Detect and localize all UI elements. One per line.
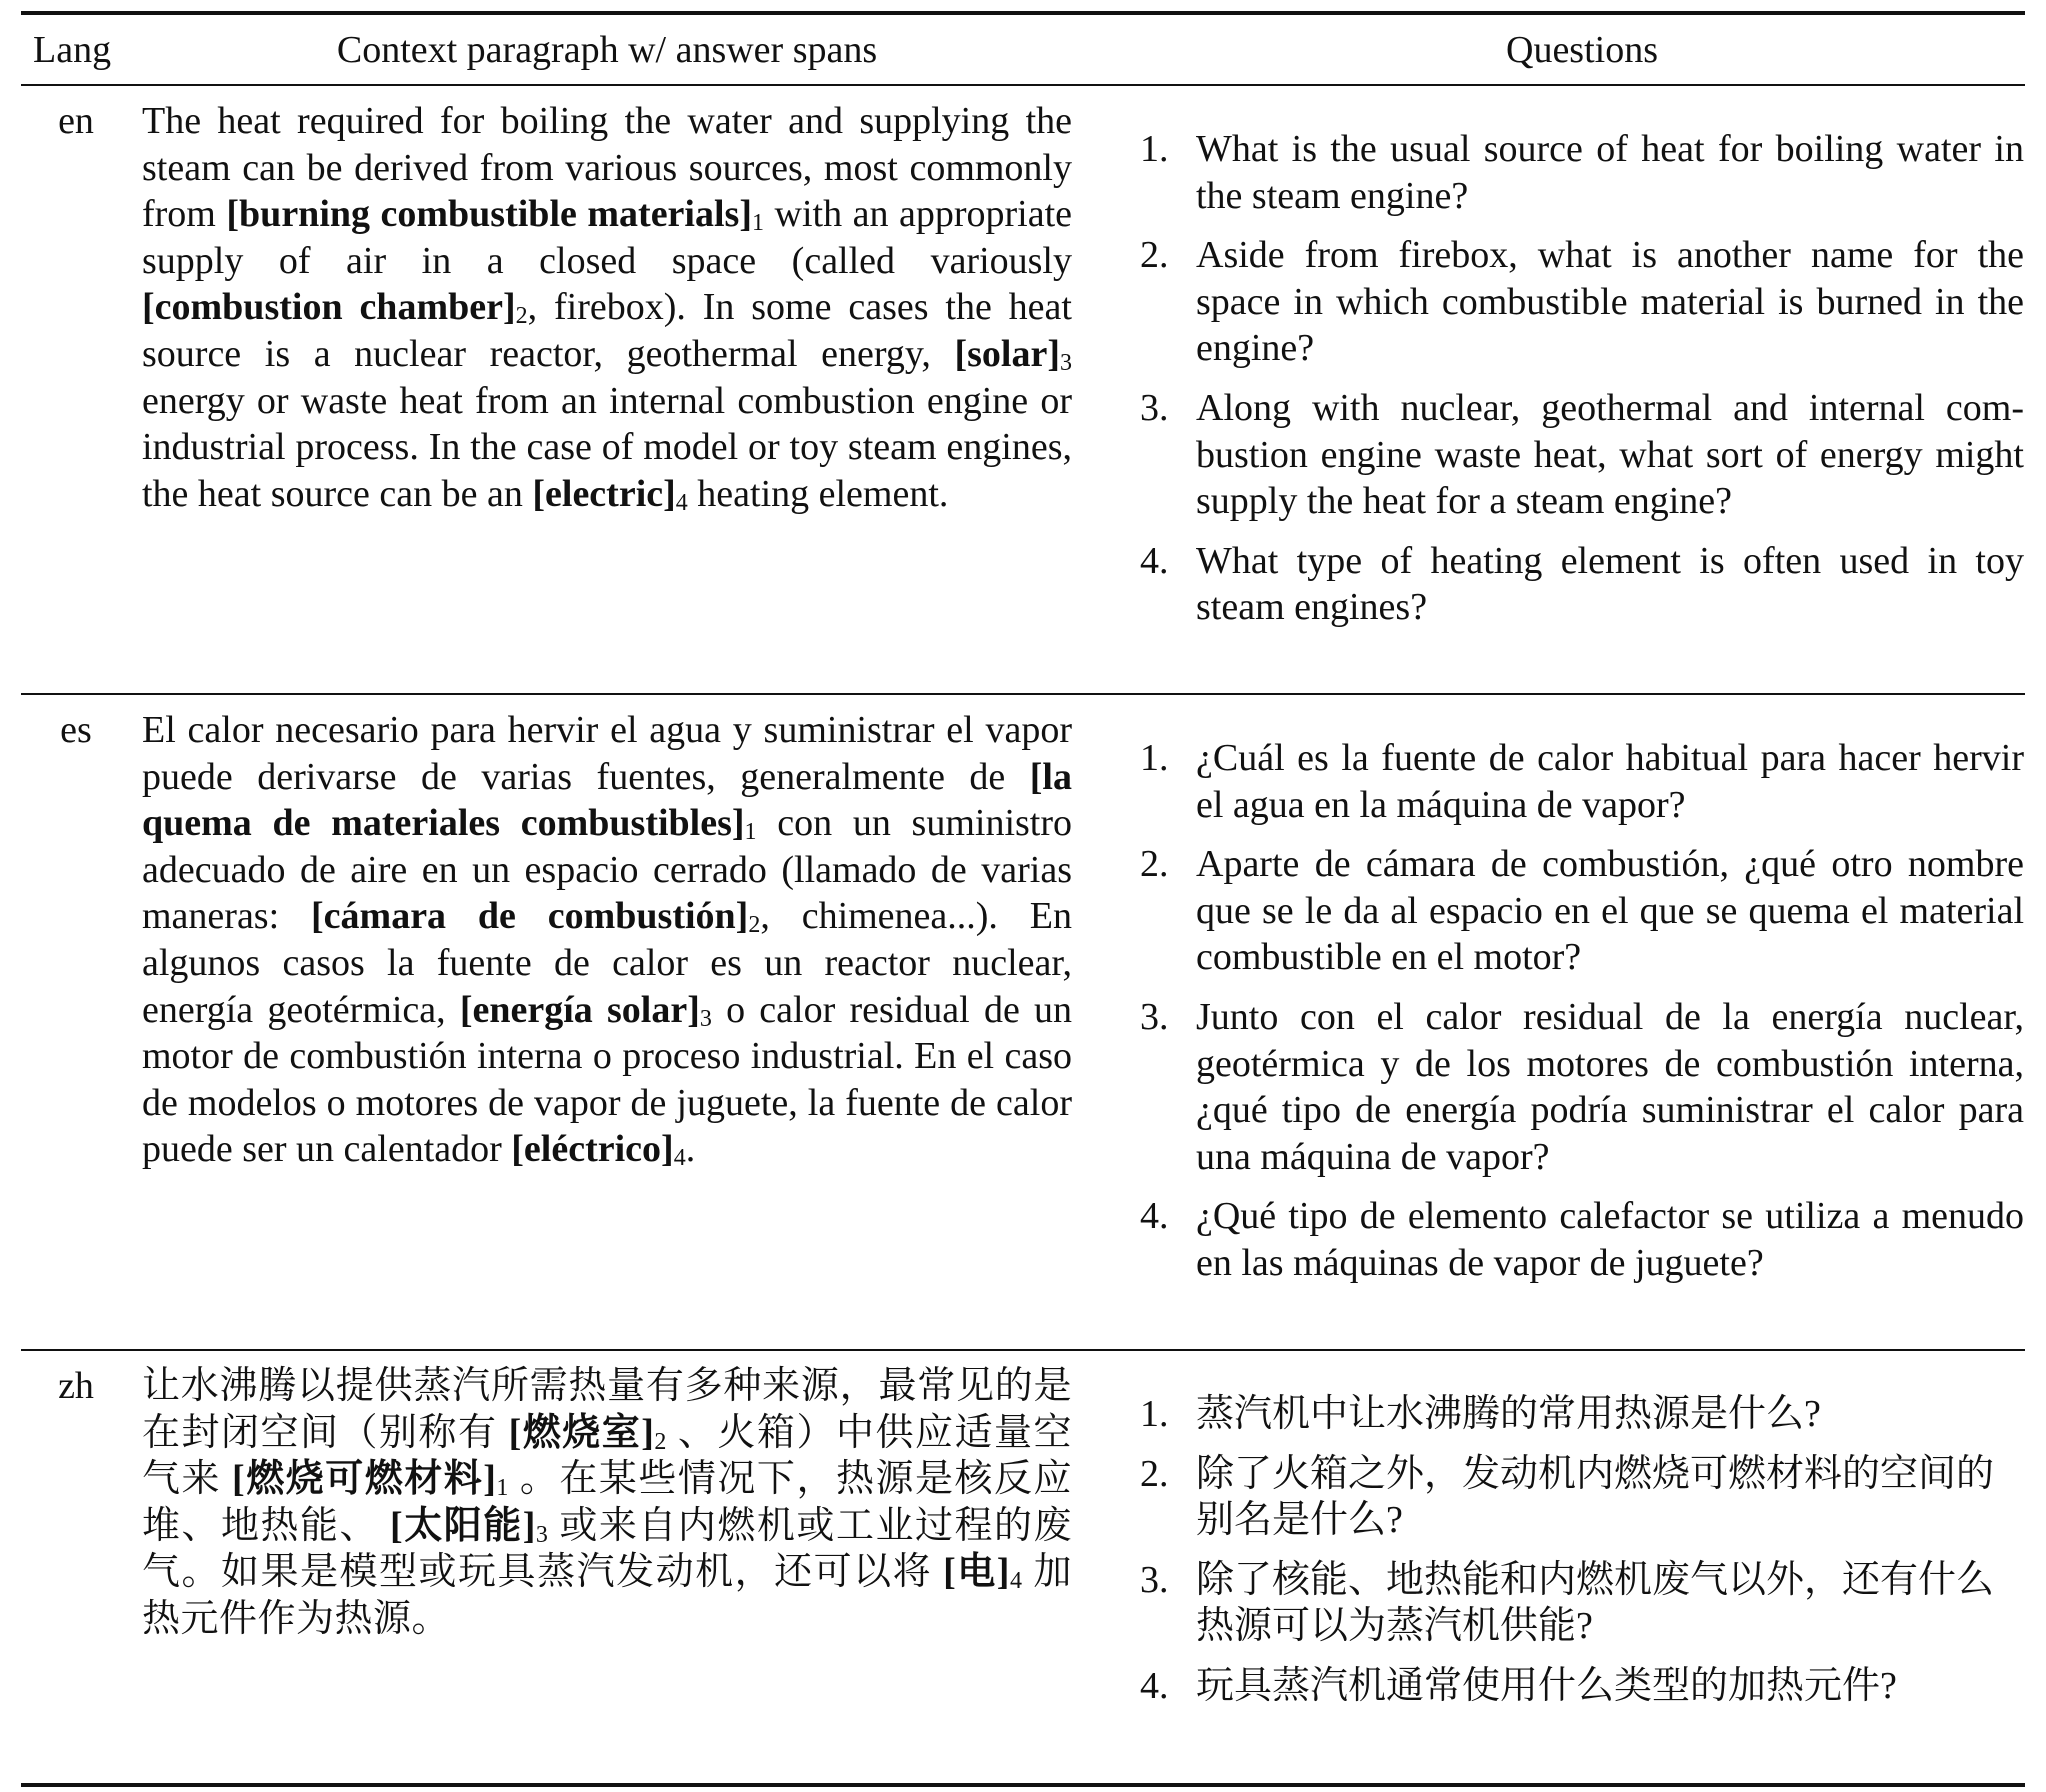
question-text: 蒸汽机中让水沸腾的常用热源是什么? [1196, 1393, 1821, 1435]
context-text: 让水沸腾以提供蒸汽所需热量有多种来源，最常见的是在封闭空间（别称有 [142, 1365, 1072, 1454]
question-list [1140, 735, 2024, 1300]
context-text: 或来自内燃机或工业过程的废气。如果是模型或玩具蒸汽发动机，还可以将 [142, 1504, 1072, 1594]
answer-index: 2 [748, 912, 761, 939]
answer-span: [combustion chamber] [142, 286, 516, 329]
question-text: What is the usual source of heat for boiling water in the steam engine? [1196, 128, 2024, 217]
answer-span: [燃烧可燃材料] [232, 1458, 497, 1501]
question-text: 除了火箱之外，发动机内燃烧可燃材料的空间的别名是什么? [1196, 1452, 1995, 1542]
answer-span: [燃烧室] [508, 1411, 655, 1454]
context-text: The heat required for boiling the water and supplying the steam can be derived from various sources, most commonly from [142, 100, 1072, 236]
row-rule [21, 1349, 2025, 1351]
question-item [1140, 1391, 2024, 1438]
question-text: Junto con el calor residual de la energía nuclear, geotérmica y de los motores de combustión interna, ¿qué tipo de energía podría suministrar el calor para una máquina de vapor? [1196, 995, 2024, 1178]
answer-index: 1 [752, 210, 764, 237]
question-text: ¿Cuál es la fuente de calor habitual para hacer hervir el agua en la máquina de vapor? [1196, 737, 2024, 826]
answer-span: [burning combustible materials] [226, 193, 752, 236]
answer-index: 4 [673, 1145, 686, 1172]
context-text: , chimenea...). En algunos casos la fuente de calor es un reactor nuclear, energía geotérmica, [142, 895, 1072, 1031]
question-item [1140, 232, 2024, 372]
question-number: 1. [1140, 737, 1169, 779]
question-text: Aside from firebox, what is another name for the space in which combustible material is burned in the engine? [1196, 234, 2024, 370]
header-questions: Questions [1506, 29, 1658, 71]
question-item [1140, 385, 2024, 525]
question-number: 3. [1140, 1558, 1169, 1601]
question-item [1140, 735, 2024, 828]
question-item [1140, 994, 2024, 1180]
answer-index: 1 [496, 1475, 509, 1502]
question-number: 3. [1140, 386, 1169, 429]
header-lang: Lang [33, 29, 112, 71]
question-item [1140, 126, 2024, 219]
lang-code: zh [58, 1365, 94, 1407]
answer-index: 3 [699, 1005, 712, 1032]
table-top-rule [21, 11, 2025, 15]
answer-span: [eléctrico] [511, 1128, 674, 1171]
answer-index: 2 [515, 303, 528, 330]
question-number: 3. [1140, 995, 1169, 1038]
question-text: What type of heating element is often used in toy steam engines? [1196, 539, 2024, 629]
context-text: 加热元件作为热源。 [142, 1551, 1072, 1640]
context-text: heating element. [687, 472, 949, 515]
context-text: 、火箱）中供应适量空气来 [142, 1411, 1072, 1501]
context-text: , firebox). In some cases the heat source is a nuclear reactor, geothermal energy, [142, 286, 1072, 375]
question-number: 2. [1140, 1452, 1169, 1495]
question-text: ¿Qué tipo de elemento calefactor se utiliza a menudo en las máquinas de vapor de juguete? [1196, 1195, 2024, 1284]
question-text: Along with nuclear, geothermal and internal combustion engine waste heat, what sort of energy might supply the heat for a steam engine? [1196, 386, 2024, 523]
answer-span: [energía solar] [459, 988, 700, 1031]
context-text: energy or waste heat from an internal combustion engine or industrial process. In the case of model or toy steam engines, the heat source can be an [142, 379, 1072, 515]
answer-index: 1 [744, 819, 757, 846]
answer-span: [cámara de combustión] [311, 895, 749, 938]
answer-index: 4 [1009, 1568, 1023, 1595]
question-item [1140, 1451, 2024, 1544]
question-number: 1. [1140, 1393, 1169, 1435]
question-text: 玩具蒸汽机通常使用什么类型的加热元件? [1196, 1664, 1897, 1707]
context-text: con un suministro adecuado de aire en un espacio cerrado (llamado de varias maneras: [142, 802, 1072, 938]
lang-code: en [58, 100, 94, 142]
context-text: . [685, 1128, 696, 1171]
table-bottom-rule [21, 1783, 2025, 1787]
question-item [1140, 1663, 2024, 1710]
answer-span: [solar] [954, 332, 1060, 375]
context-text: El calor necesario para hervir el agua y suministrar el vapor puede derivarse de varias fuentes, generalmente de [142, 709, 1072, 798]
question-number: 2. [1140, 234, 1169, 277]
question-number: 4. [1140, 1664, 1169, 1707]
answer-index: 2 [654, 1428, 667, 1455]
question-number: 1. [1140, 128, 1169, 170]
question-item [1140, 841, 2024, 981]
answer-span: [电] [943, 1551, 1010, 1594]
question-list [1140, 1391, 2024, 1723]
header-rule [21, 84, 2025, 86]
lang-code: es [60, 709, 92, 751]
context-paragraph [142, 98, 1072, 517]
question-number: 4. [1140, 539, 1169, 582]
answer-index: 3 [1060, 349, 1072, 376]
context-paragraph [142, 1363, 1072, 1643]
row-rule [21, 693, 2025, 695]
question-item [1140, 1557, 2024, 1650]
question-item [1140, 538, 2024, 631]
question-item [1140, 1193, 2024, 1286]
header-context: Context paragraph w/ answer spans [336, 29, 878, 71]
answer-span: [la quema de materiales combustibles] [142, 755, 1072, 845]
question-list [1140, 126, 2024, 644]
question-text: Aparte de cámara de combustión, ¿qué otro nombre que se le da al espacio en el que se quema el material combustible en el motor? [1196, 843, 2024, 979]
context-text: 。在某些情况下，热源是核反应堆、地热能、 [142, 1458, 1072, 1547]
answer-index: 3 [535, 1521, 549, 1548]
answer-index: 4 [675, 489, 688, 516]
context-text: with an appropriate supply of air in a closed space (called variously [142, 193, 1073, 282]
context-text: o calor residual de un motor de combustión interna o proceso industrial. En el caso de modelos o motores de vapor de juguete, la fuente de calor puede ser un calentador [142, 988, 1073, 1171]
answer-span: [electric] [532, 472, 676, 515]
question-text: 除了核能、地热能和内燃机废气以外，还有什么热源可以为蒸汽机供能? [1196, 1558, 1995, 1648]
question-number: 4. [1140, 1195, 1169, 1238]
question-number: 2. [1140, 843, 1169, 886]
context-paragraph [142, 707, 1072, 1173]
answer-span: [太阳能] [390, 1504, 536, 1547]
